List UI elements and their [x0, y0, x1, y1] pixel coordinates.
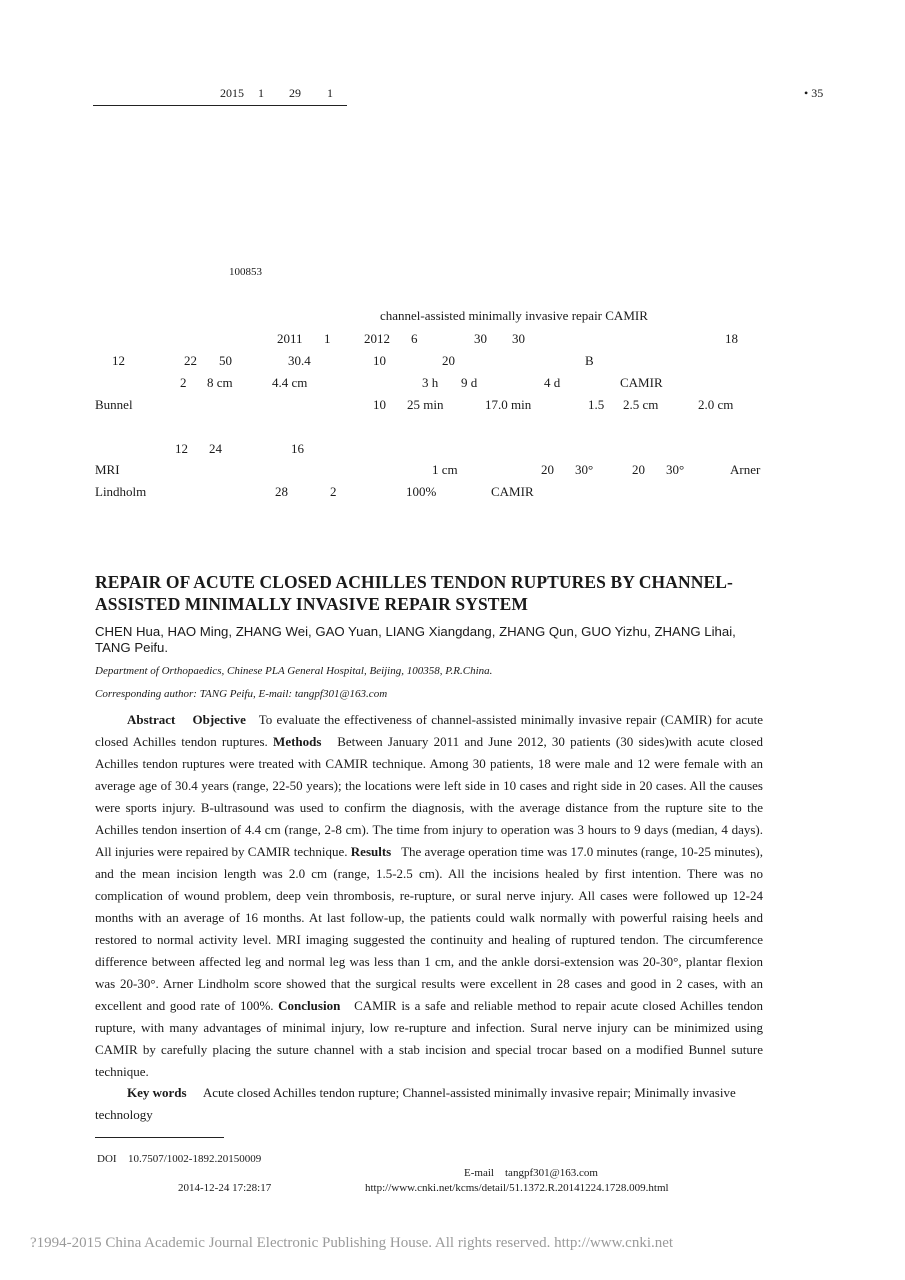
- frag: 2: [330, 484, 337, 499]
- conclusion-text: CAMIR is a safe and reliable method to repair acute closed Achilles tendon rupture, with many advantages of minimal injury, low re-rupture and infection. Sural nerve injury can be minimized using CAMIR by carefully placing the suture channel with a stab incision and special trocar based on a modified Bunnel suture technique.: [95, 998, 764, 1079]
- abstract-label: Abstract: [127, 712, 176, 727]
- copyright-notice: ?1994-2015 China Academic Journal Electronic Publishing House. All rights reserved. http://www.cnki.net: [30, 1235, 674, 1251]
- frag: 24: [209, 441, 222, 456]
- frag: CAMIR: [491, 484, 534, 499]
- frag: 25 min: [407, 397, 444, 412]
- frag: 30: [512, 331, 525, 346]
- journal-year: 2015: [220, 86, 244, 100]
- email-label: E-mail: [464, 1167, 494, 1179]
- keywords-paragraph: [95, 1082, 763, 1126]
- publish-date: 2014-12-24 17:28:17: [178, 1182, 272, 1194]
- keywords-label: Key words: [127, 1085, 187, 1100]
- frag: 12: [112, 353, 125, 368]
- conclusion-label: Conclusion: [278, 998, 341, 1013]
- header-rule: [93, 105, 347, 106]
- frag: 100%: [406, 484, 437, 499]
- postcode: 100853: [229, 266, 262, 278]
- author-list: CHEN Hua, HAO Ming, ZHANG Wei, GAO Yuan, LIANG Xiangdang, ZHANG Qun, GUO Yizhu, ZHANG Lihai, TANG Peifu.: [95, 624, 736, 655]
- frag: 4 d: [544, 375, 561, 390]
- frag: 30: [474, 331, 487, 346]
- frag: 6: [411, 331, 418, 346]
- journal-volume: 29: [289, 86, 301, 100]
- cnki-url: http://www.cnki.net/kcms/detail/51.1372.R.20141224.1728.009.html: [365, 1182, 669, 1194]
- frag: 4.4 cm: [272, 375, 308, 390]
- results-label: Results: [350, 844, 392, 859]
- frag: 1.5: [588, 397, 605, 412]
- page-number: • 35: [804, 86, 824, 100]
- keywords-text: Acute closed Achilles tendon rupture; Channel-assisted minimally invasive repair; Minimally invasive technology: [95, 1085, 736, 1122]
- frag: 30°: [666, 462, 685, 477]
- method-name: channel-assisted minimally invasive repair CAMIR: [380, 308, 648, 323]
- frag: 1: [324, 331, 331, 346]
- journal-issue: 1: [327, 86, 333, 100]
- methods-text: Between January 2011 and June 2012, 30 patients (30 sides)with acute closed Achilles tendon ruptures were treated with CAMIR technique. Among 30 patients, 18 were male and 12 were female with an average age of 30.4 years (range, 22-50 years); the locations were left side in 10 cases and right side in 20 cases. All the causes were sports injury. B-ultrasound was used to confirm the diagnosis, with the average distance from the rupture site to the Achilles tendon insertion of 4.4 cm (range, 2-8 cm). The time from injury to operation was 3 hours to 9 days (median, 4 days). All injuries were repaired by CAMIR technique.: [95, 734, 764, 859]
- frag: CAMIR: [620, 375, 663, 390]
- frag: 10: [373, 397, 386, 412]
- frag: MRI: [95, 462, 120, 477]
- methods-label: Methods: [273, 734, 322, 749]
- corresponding-author: Corresponding author: TANG Peifu, E-mail: tangpf301@163.com: [95, 688, 388, 700]
- email-value: tangpf301@163.com: [505, 1167, 598, 1179]
- frag: 20: [632, 462, 645, 477]
- frag: 1 cm: [432, 462, 458, 477]
- frag: 2.5 cm: [623, 397, 659, 412]
- affiliation: Department of Orthopaedics, Chinese PLA General Hospital, Beijing, 100358, P.R.China.: [95, 665, 493, 677]
- objective-text: To evaluate the effectiveness of channel-assisted minimally invasive repair (CAMIR) for acute closed Achilles tendon ruptures.: [95, 712, 764, 749]
- frag: 16: [291, 441, 304, 456]
- footnote-rule: [95, 1137, 224, 1138]
- frag: 18: [725, 331, 738, 346]
- frag: Arner: [730, 462, 761, 477]
- frag: 50: [219, 353, 232, 368]
- doi-value: 10.7507/1002-1892.20150009: [128, 1153, 262, 1165]
- frag: Lindholm: [95, 484, 147, 499]
- results-text: The average operation time was 17.0 minutes (range, 10-25 minutes), and the mean incision length was 2.0 cm (range, 1.5-2.5 cm). All the incisions healed by first intention. There was no complication of wound problem, deep vein thrombosis, re-rupture, or sural nerve injury. All cases were followed up 12-24 months with an average of 16 months. At last follow-up, the patients could walk normally with powerful raising heels and restored to normal activity level. MRI imaging suggested the continuity and healing of ruptured tendon. The circumference difference between affected leg and normal leg was less than 1 cm, and the ankle dorsi-extension was 20-30°, plantar flexion was 20-30°. Arner Lindholm score showed that the surgical results were excellent in 28 cases and good in 2 cases, with an excellent and good rate of 100%.: [95, 844, 763, 1013]
- frag: 30.4: [288, 353, 311, 368]
- abstract-paragraph: [95, 709, 763, 1083]
- frag: 2011: [277, 331, 303, 346]
- frag: 2012: [364, 331, 390, 346]
- journal-month: 1: [258, 86, 264, 100]
- paper-title: REPAIR OF ACUTE CLOSED ACHILLES TENDON RUPTURES BY CHANNEL-ASSISTED MINIMALLY INVASIVE REPAIR SYSTEM: [95, 572, 733, 614]
- frag: 2: [180, 375, 187, 390]
- frag: 20: [442, 353, 455, 368]
- frag: 2.0 cm: [698, 397, 734, 412]
- frag: 20: [541, 462, 554, 477]
- frag: B: [585, 353, 594, 368]
- frag: Bunnel: [95, 397, 133, 412]
- frag: 9 d: [461, 375, 478, 390]
- frag: 30°: [575, 462, 594, 477]
- frag: 8 cm: [207, 375, 233, 390]
- frag: 22: [184, 353, 197, 368]
- frag: 12: [175, 441, 188, 456]
- objective-label: Objective: [192, 712, 246, 727]
- frag: 3 h: [422, 375, 439, 390]
- frag: 28: [275, 484, 288, 499]
- frag: 17.0 min: [485, 397, 532, 412]
- doi-label: DOI: [97, 1153, 117, 1165]
- frag: 10: [373, 353, 386, 368]
